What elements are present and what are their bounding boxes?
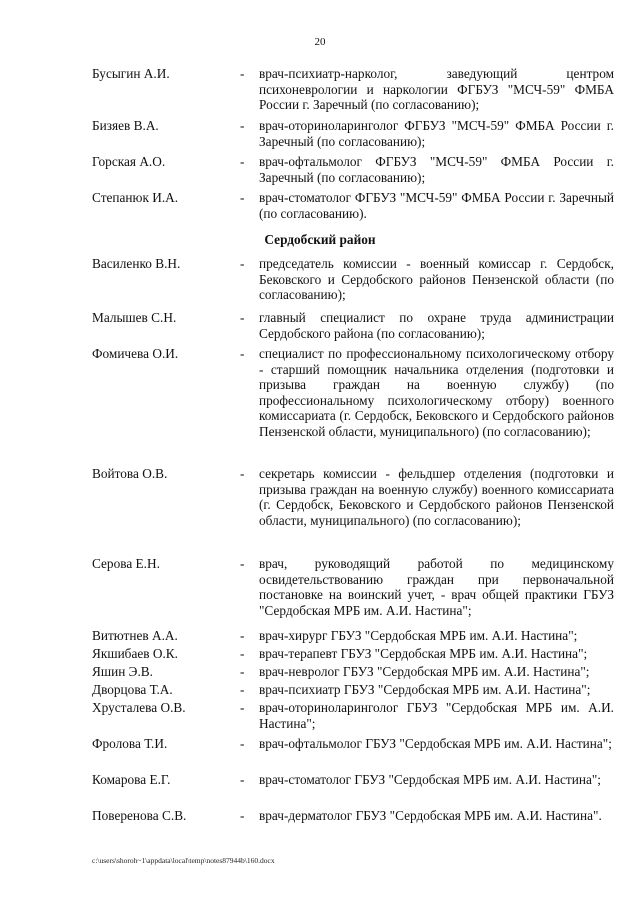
list-item	[92, 682, 614, 698]
footer-file-path: c:\users\shoroh~1\appdata\local\temp\notes87944b\160.docx	[92, 856, 275, 865]
person-position: врач-стоматолог ФГБУЗ "МСЧ-59" ФМБА России г. Заречный (по согласованию).	[259, 190, 614, 221]
dash: -	[240, 466, 245, 481]
person-name: Хрусталева О.В.	[92, 700, 186, 715]
person-position: врач-офтальмолог ГБУЗ "Сердобская МРБ им. А.И. Настина";	[259, 736, 612, 751]
person-name: Малышев С.Н.	[92, 310, 177, 325]
page-number: 20	[314, 36, 326, 48]
person-name: Витютнев А.А.	[92, 628, 178, 643]
list-item	[92, 808, 614, 824]
person-position: врач-дерматолог ГБУЗ "Сердобская МРБ им. А.И. Настина".	[259, 808, 602, 823]
dash: -	[240, 256, 245, 271]
dash: -	[240, 664, 245, 679]
dash: -	[240, 346, 245, 361]
dash: -	[240, 66, 245, 81]
person-position: врач-оториноларинголог ФГБУЗ "МСЧ-59" ФМБА России г. Заречный (по согласованию);	[259, 118, 614, 149]
list-item	[92, 256, 614, 303]
list-item	[92, 700, 614, 731]
list-item	[92, 190, 614, 221]
person-position: председатель комиссии - военный комиссар г. Сердобск, Бековского и Сердобского районов Пензенской области (по согласованию);	[259, 256, 614, 303]
person-name: Войтова О.В.	[92, 466, 168, 481]
dash: -	[240, 556, 245, 571]
person-position: врач, руководящий работой по медицинскому освидетельствованию граждан при первоначальной постановке на воинский учет, - врач общей практики ГБУЗ "Сердобская МРБ им. А.И. Настина";	[259, 556, 614, 618]
person-name: Фомичева О.И.	[92, 346, 179, 361]
list-item	[92, 664, 614, 680]
list-item	[92, 154, 614, 185]
person-position: врач-хирург ГБУЗ "Сердобская МРБ им. А.И. Настина";	[259, 628, 578, 643]
person-name: Якшибаев О.К.	[92, 646, 178, 661]
person-name: Комарова Е.Г.	[92, 772, 171, 787]
dash: -	[240, 310, 245, 325]
person-name: Дворцова Т.А.	[92, 682, 173, 697]
person-name: Горская А.О.	[92, 154, 166, 169]
list-item	[92, 736, 614, 752]
dash: -	[240, 808, 245, 823]
person-position: врач-оториноларинголог ГБУЗ "Сердобская МРБ им. А.И. Настина";	[259, 700, 614, 731]
person-position: врач-терапевт ГБУЗ "Сердобская МРБ им. А.И. Настина";	[259, 646, 588, 661]
person-name: Василенко В.Н.	[92, 256, 181, 271]
person-position: врач-психиатр ГБУЗ "Сердобская МРБ им. А.И. Настина";	[259, 682, 591, 697]
person-name: Бусыгин А.И.	[92, 66, 170, 81]
list-item	[92, 628, 614, 644]
dash: -	[240, 682, 245, 697]
dash: -	[240, 628, 245, 643]
person-position: врач-стоматолог ГБУЗ "Сердобская МРБ им. А.И. Настина";	[259, 772, 601, 787]
list-item	[92, 346, 614, 440]
list-item	[92, 556, 614, 618]
dash: -	[240, 772, 245, 787]
person-position: врач-невролог ГБУЗ "Сердобская МРБ им. А.И. Настина";	[259, 664, 590, 679]
dash: -	[240, 154, 245, 169]
list-item	[92, 310, 614, 341]
dash: -	[240, 736, 245, 751]
person-position: главный специалист по охране труда администрации Сердобского района (по согласованию);	[259, 310, 614, 341]
dash: -	[240, 118, 245, 133]
list-item	[92, 466, 614, 528]
person-position: врач-офтальмолог ФГБУЗ "МСЧ-59" ФМБА России г. Заречный (по согласованию);	[259, 154, 614, 185]
dash: -	[240, 190, 245, 205]
person-name: Поверенова С.В.	[92, 808, 187, 823]
person-position: специалист по профессиональному психологическому отбору - старший помощник начальника отделения (подготовки и призыва граждан на военную службу) (по профессиональному психологическому отбору) военного комиссариата (г. Сердобск, Бековского и Сердобского районов Пензенской области, муниципального) (по согласованию);	[259, 346, 614, 439]
list-item	[92, 772, 614, 788]
list-item	[92, 646, 614, 662]
dash: -	[240, 700, 245, 715]
section-title: Сердобский район	[264, 232, 376, 247]
list-item	[92, 118, 614, 149]
list-item	[92, 66, 614, 113]
person-name: Яшин Э.В.	[92, 664, 153, 679]
person-name: Фролова Т.И.	[92, 736, 168, 751]
person-name: Бизяев В.А.	[92, 118, 159, 133]
person-name: Серова Е.Н.	[92, 556, 160, 571]
person-name: Степанюк И.А.	[92, 190, 179, 205]
person-position: врач-психиатр-нарколог, заведующий центром психоневрологии и наркологии ФГБУЗ "МСЧ-59" ФМБА России г. Заречный (по согласованию);	[259, 66, 614, 113]
person-position: секретарь комиссии - фельдшер отделения (подготовки и призыва граждан на военную службу) военного комиссариата (г. Сердобск, Бековского и Сердобского районов Пензенской области, муниципального) (по согласованию);	[259, 466, 614, 528]
dash: -	[240, 646, 245, 661]
